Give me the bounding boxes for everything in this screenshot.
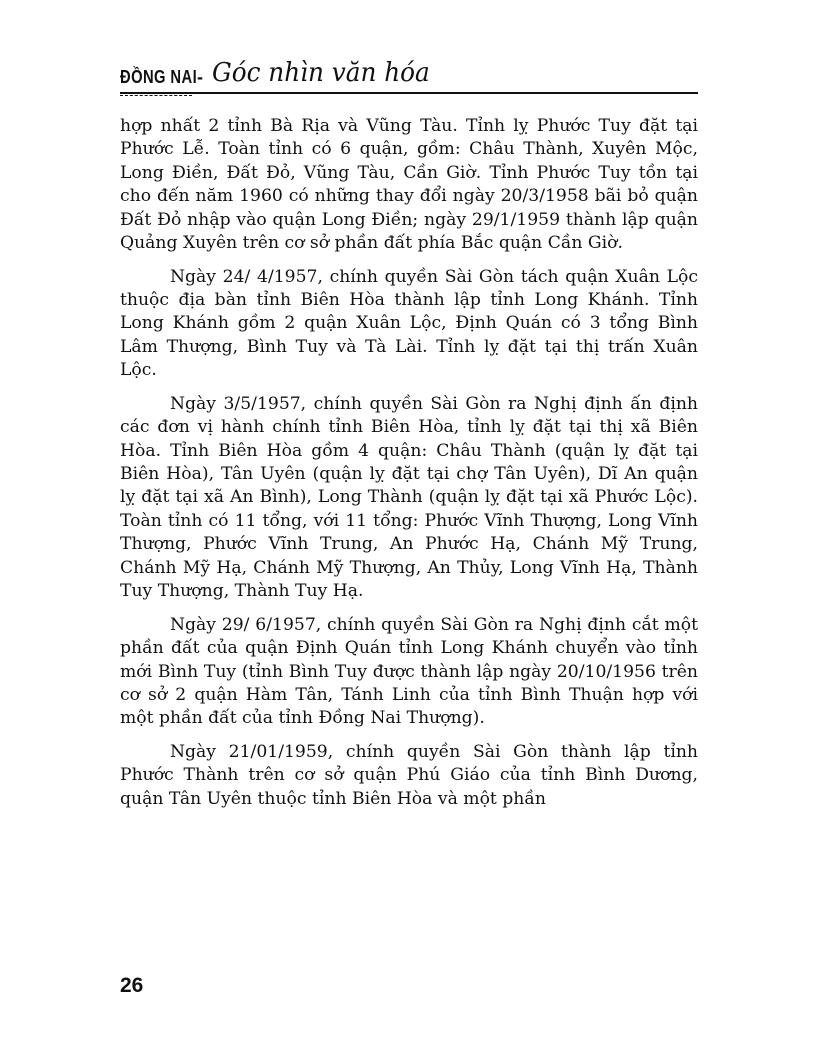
header-separator: -: [197, 67, 203, 87]
page-number: 26: [120, 974, 144, 997]
paragraph: Ngày 29/ 6/1957, chính quyền Sài Gòn ra Nghị định cắt một phần đất của quận Định Quán tỉnh Long Khánh chuyển vào tỉnh mới Bình Tuy (tỉnh Bình Tuy được thành lập ngày 20/10/1956 trên cơ sở 2 quận Hàm Tân, Tánh Linh của tỉnh Bình Thuận hợp với một phần đất của tỉnh Đồng Nai Thượng).: [120, 614, 698, 729]
running-header: [120, 58, 698, 98]
paragraph: Ngày 3/5/1957, chính quyền Sài Gòn ra Nghị định ấn định các đơn vị hành chính tỉnh Biên Hòa, tỉnh lỵ đặt tại thị xã Biên Hòa. Tỉnh Biên Hòa gồm 4 quận: Châu Thành (quận lỵ đặt tại Biên Hòa), Tân Uyên (quận lỵ đặt tại chợ Tân Uyên), Dĩ An quận lỵ đặt tại xã An Bình), Long Thành (quận lỵ đặt tại xã Phước Lộc). Toàn tỉnh có 11 tổng, với 11 tổng: Phước Vĩnh Thượng, Long Vĩnh Thượng, Phước Vĩnh Trung, An Phước Hạ, Chánh Mỹ Trung, Chánh Mỹ Hạ, Chánh Mỹ Thượng, An Thủy, Long Vĩnh Hạ, Thành Tuy Thượng, Thành Tuy Hạ.: [120, 393, 698, 602]
page-body: [120, 115, 698, 821]
book-title: ĐỒNG NAI: [120, 67, 198, 87]
header-rule: [120, 92, 698, 94]
title-underline: [120, 95, 192, 96]
paragraph-continued: hợp nhất 2 tỉnh Bà Rịa và Vũng Tàu. Tỉnh lỵ Phước Tuy đặt tại Phước Lễ. Toàn tỉnh có 6 quận, gồm: Châu Thành, Xuyên Mộc, Long Điền, Đất Đỏ, Vũng Tàu, Cần Giờ. Tỉnh Phước Tuy tồn tại cho đến năm 1960 có những thay đổi ngày 20/3/1958 bãi bỏ quận Đất Đỏ nhập vào quận Long Điền; ngày 29/1/1959 thành lập quận Quảng Xuyên trên cơ sở phần đất phía Bắc quận Cần Giờ.: [120, 116, 698, 254]
paragraph: Ngày 21/01/1959, chính quyền Sài Gòn thành lập tỉnh Phước Thành trên cơ sở quận Phú Giáo của tỉnh Bình Dương, quận Tân Uyên thuộc tỉnh Biên Hòa và một phần: [120, 741, 698, 809]
book-subtitle: Góc nhìn văn hóa: [212, 58, 430, 88]
paragraph: Ngày 24/ 4/1957, chính quyền Sài Gòn tách quận Xuân Lộc thuộc địa bàn tỉnh Biên Hòa thành lập tỉnh Long Khánh. Tỉnh Long Khánh gồm 2 quận Xuân Lộc, Định Quán có 3 tổng Bình Lâm Thượng, Bình Tuy và Tà Lài. Tỉnh lỵ đặt tại thị trấn Xuân Lộc.: [120, 266, 698, 381]
